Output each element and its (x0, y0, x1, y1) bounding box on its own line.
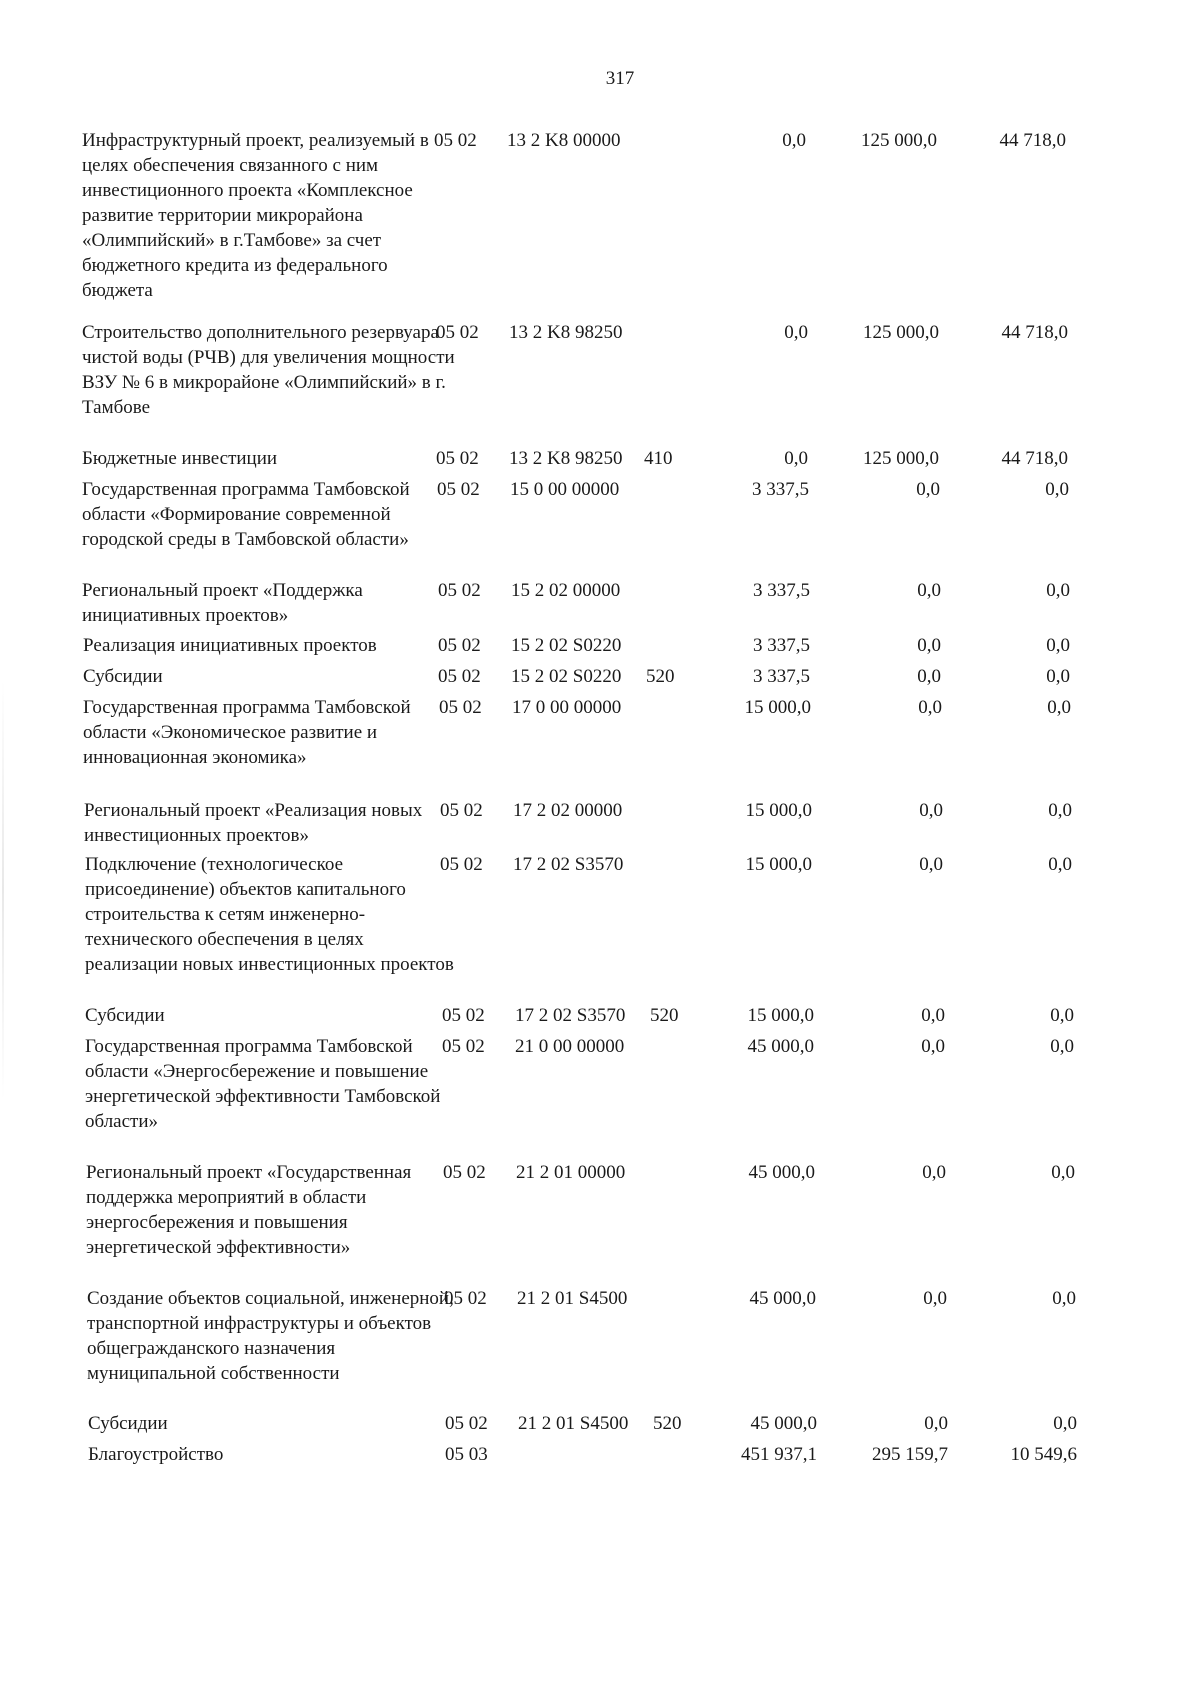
amount-year-3: 0,0 (1046, 666, 1070, 687)
amount-year-2: 125 000,0 (863, 448, 939, 469)
section-code: 05 02 (445, 1413, 488, 1434)
amount-year-1: 45 000,0 (748, 1162, 815, 1183)
section-code: 05 02 (443, 1162, 486, 1183)
amount-year-3: 44 718,0 (1001, 322, 1068, 343)
amount-year-3: 0,0 (1051, 1162, 1075, 1183)
amount-year-2: 0,0 (917, 580, 941, 601)
target-article-code: 13 2 K8 98250 (509, 322, 623, 343)
section-code: 05 02 (442, 1005, 485, 1026)
amount-year-3: 0,0 (1048, 854, 1072, 875)
target-article-code: 13 2 K8 00000 (507, 130, 621, 151)
amount-year-1: 45 000,0 (747, 1036, 814, 1057)
section-code: 05 02 (439, 697, 482, 718)
amount-year-1: 15 000,0 (745, 854, 812, 875)
amount-year-3: 0,0 (1046, 580, 1070, 601)
section-code: 05 02 (438, 666, 481, 687)
amount-year-3: 0,0 (1050, 1036, 1074, 1057)
amount-year-1: 45 000,0 (749, 1288, 816, 1309)
amount-year-3: 0,0 (1048, 800, 1072, 821)
row-name: Государственная программа Тамбовской области «Формирование современной городской среды в Тамбовской области» (82, 479, 410, 550)
target-article-code: 15 2 02 S0220 (511, 666, 622, 687)
section-code: 05 02 (436, 322, 479, 343)
target-article-code: 15 0 00 00000 (510, 479, 620, 500)
amount-year-3: 0,0 (1045, 479, 1069, 500)
section-code: 05 02 (434, 130, 477, 151)
row-name: Региональный проект «Реализация новых инвестиционных проектов» (84, 800, 423, 846)
amount-year-3: 44 718,0 (999, 130, 1066, 151)
amount-year-1: 3 337,5 (753, 666, 810, 687)
amount-year-2: 0,0 (917, 635, 941, 656)
amount-year-3: 0,0 (1050, 1005, 1074, 1026)
amount-year-2: 0,0 (921, 1036, 945, 1057)
amount-year-2: 0,0 (917, 666, 941, 687)
section-code: 05 02 (436, 448, 479, 469)
amount-year-1: 0,0 (784, 322, 808, 343)
section-code: 05 02 (440, 854, 483, 875)
section-code: 05 03 (445, 1444, 488, 1465)
amount-year-1: 3 337,5 (753, 580, 810, 601)
expense-type-code: 520 (653, 1413, 682, 1434)
scan-artifact (2, 680, 4, 1100)
amount-year-2: 125 000,0 (861, 130, 937, 151)
row-name: Региональный проект «Государственная поддержка мероприятий в области энергосбережения и повышения энергетической эффективности» (86, 1162, 412, 1258)
amount-year-2: 0,0 (924, 1413, 948, 1434)
section-code: 05 02 (444, 1288, 487, 1309)
page-number: 317 (605, 68, 635, 89)
amount-year-3: 44 718,0 (1001, 448, 1068, 469)
expense-type-code: 520 (650, 1005, 679, 1026)
section-code: 05 02 (442, 1036, 485, 1057)
amount-year-1: 3 337,5 (753, 635, 810, 656)
amount-year-3: 0,0 (1046, 635, 1070, 656)
row-name: Благоустройство (88, 1444, 224, 1465)
target-article-code: 21 0 00 00000 (515, 1036, 625, 1057)
amount-year-2: 0,0 (923, 1288, 947, 1309)
amount-year-3: 0,0 (1047, 697, 1071, 718)
amount-year-2: 0,0 (922, 1162, 946, 1183)
target-article-code: 21 2 01 00000 (516, 1162, 626, 1183)
row-name: Инфраструктурный проект, реализуемый в целях обеспечения связанного с ним инвестиционного проекта «Комплексное развитие территории микрорайона «Олимпийский» в г.Тамбове» за счет бюджетного кредита из федерального бюджета (82, 130, 429, 301)
amount-year-1: 15 000,0 (747, 1005, 814, 1026)
row-name: Субсидии (83, 666, 163, 687)
target-article-code: 15 2 02 00000 (511, 580, 621, 601)
section-code: 05 02 (438, 580, 481, 601)
amount-year-2: 295 159,7 (872, 1444, 948, 1465)
expense-type-code: 520 (646, 666, 675, 687)
row-name: Субсидии (85, 1005, 165, 1026)
section-code: 05 02 (440, 800, 483, 821)
target-article-code: 13 2 K8 98250 (509, 448, 623, 469)
amount-year-2: 125 000,0 (863, 322, 939, 343)
row-name: Бюджетные инвестиции (82, 448, 278, 469)
target-article-code: 21 2 01 S4500 (517, 1288, 628, 1309)
amount-year-1: 15 000,0 (745, 800, 812, 821)
row-name: Строительство дополнительного резервуара чистой воды (РЧВ) для увеличения мощности ВЗУ № 6 в микрорайоне «Олимпийский» в г. Тамбове (82, 322, 455, 418)
amount-year-1: 0,0 (784, 448, 808, 469)
expense-type-code: 410 (644, 448, 673, 469)
row-name: Субсидии (88, 1413, 168, 1434)
amount-year-2: 0,0 (921, 1005, 945, 1026)
amount-year-3: 10 549,6 (1010, 1444, 1077, 1465)
target-article-code: 17 2 02 S3570 (515, 1005, 626, 1026)
amount-year-1: 0,0 (782, 130, 806, 151)
target-article-code: 17 2 02 00000 (513, 800, 623, 821)
amount-year-2: 0,0 (918, 697, 942, 718)
row-name: Государственная программа Тамбовской области «Энергосбережение и повышение энергетической эффективности Тамбовской области» (85, 1036, 441, 1132)
amount-year-1: 451 937,1 (741, 1444, 817, 1465)
target-article-code: 21 2 01 S4500 (518, 1413, 629, 1434)
section-code: 05 02 (438, 635, 481, 656)
amount-year-1: 45 000,0 (750, 1413, 817, 1434)
amount-year-2: 0,0 (919, 800, 943, 821)
amount-year-2: 0,0 (919, 854, 943, 875)
target-article-code: 15 2 02 S0220 (511, 635, 622, 656)
amount-year-3: 0,0 (1053, 1413, 1077, 1434)
row-name: Реализация инициативных проектов (83, 635, 377, 656)
amount-year-1: 15 000,0 (744, 697, 811, 718)
amount-year-3: 0,0 (1052, 1288, 1076, 1309)
amount-year-2: 0,0 (916, 479, 940, 500)
row-name: Государственная программа Тамбовской области «Экономическое развитие и инновационная экономика» (83, 697, 411, 768)
target-article-code: 17 2 02 S3570 (513, 854, 624, 875)
row-name: Подключение (технологическое присоединение) объектов капитального строительства к сетям инженерно-технического обеспечения в целях реализации новых инвестиционных проектов (85, 854, 454, 975)
amount-year-1: 3 337,5 (752, 479, 809, 500)
row-name: Региональный проект «Поддержка инициативных проектов» (82, 580, 363, 626)
row-name: Создание объектов социальной, инженерной, транспортной инфраструктуры и объектов общегражданского назначения муниципальной собственности (87, 1288, 454, 1384)
section-code: 05 02 (437, 479, 480, 500)
target-article-code: 17 0 00 00000 (512, 697, 622, 718)
